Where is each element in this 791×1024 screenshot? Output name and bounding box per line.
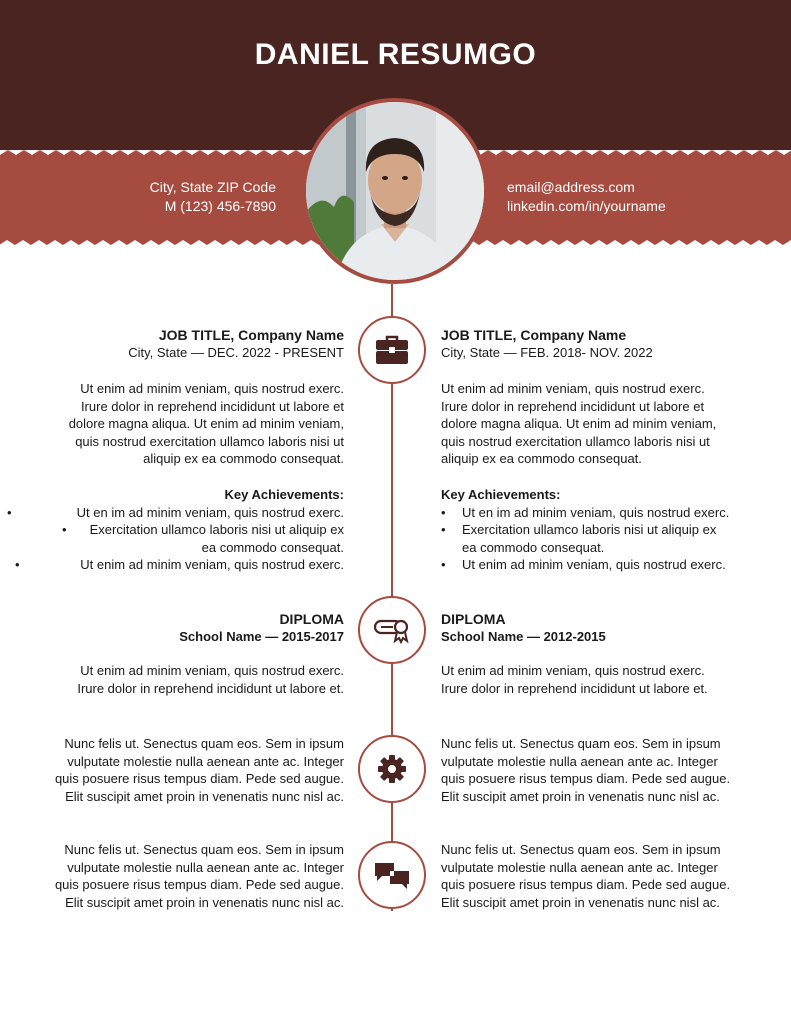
school-subtitle: School Name — 2015-2017 — [179, 629, 344, 644]
job-title: JOB TITLE, Company Name — [158, 327, 344, 343]
communication-right — [441, 841, 741, 911]
description-line: Irure dolor in reprehend incididunt ut labore et. — [77, 680, 344, 696]
bullet: • — [7, 504, 12, 520]
education-description — [441, 662, 741, 697]
description-line: quis nostrud exercitation ullamco laboris nisi ut — [441, 433, 710, 449]
paragraph-line: quis posuere risus tempus diam. Pede sed augue. — [441, 771, 731, 787]
school-subtitle: School Name — 2012-2015 — [441, 629, 606, 644]
timeline-node-experience — [358, 316, 426, 384]
experience-right — [441, 326, 741, 574]
candidate-name: DANIEL RESUMGO — [254, 38, 537, 71]
achievement-text: Exercitation ullamco laboris nisi ut aliquip ex ea commodo consequat. — [89, 522, 344, 555]
linkedin-link[interactable]: linkedin.com/in/yourname — [507, 198, 666, 214]
paragraph-line: Elit suscipit amet proin in venenatis nunc nisl ac. — [441, 788, 720, 804]
achievements-title: Key Achievements: — [441, 486, 561, 502]
degree-title: DIPLOMA — [279, 611, 344, 627]
paragraph-line: Nunc felis ut. Senectus quam eos. Sem in ipsum — [64, 842, 344, 857]
description-line: Ut enim ad minim veniam, quis nostrud exerc. — [441, 381, 705, 396]
job-subtitle: City, State — DEC. 2022 - PRESENT — [128, 345, 344, 360]
description-line: Ut enim ad minim veniam, quis nostrud exerc. — [441, 663, 705, 678]
timeline-node-communication — [358, 841, 426, 909]
paragraph-line: quis posuere risus tempus diam. Pede sed augue. — [54, 877, 344, 893]
bullet: • — [15, 557, 20, 573]
paragraph-line: vulputate molestie nulla aenean ante ac. Integer — [67, 753, 344, 769]
job-title: JOB TITLE, Company Name — [441, 327, 627, 343]
education-description — [44, 662, 344, 697]
achievement-item — [15, 556, 344, 574]
education-left — [44, 610, 344, 697]
paragraph-line: quis posuere risus tempus diam. Pede sed augue. — [54, 771, 344, 787]
description-line: dolore magna aliqua. Ut enim ad minim veniam, — [68, 416, 344, 432]
profile-photo-illustration — [306, 102, 484, 280]
description-line: Ut enim ad minim veniam, quis nostrud exerc. — [80, 381, 344, 396]
paragraph-line: vulputate molestie nulla aenean ante ac. Integer — [67, 859, 344, 875]
contact-right — [507, 178, 666, 216]
achievement-item — [44, 521, 344, 556]
job-description — [441, 380, 741, 468]
paragraph-line: vulputate molestie nulla aenean ante ac. Integer — [441, 859, 718, 875]
gear-icon — [377, 754, 407, 784]
degree-title: DIPLOMA — [441, 611, 506, 627]
description-line: Ut enim ad minim veniam, quis nostrud exerc. — [80, 663, 344, 678]
chat-bubbles-icon — [374, 861, 410, 889]
paragraph-line: quis posuere risus tempus diam. Pede sed augue. — [441, 877, 731, 893]
skills-right — [441, 735, 741, 805]
achievement-item — [7, 504, 344, 522]
description-line: Irure dolor in reprehend incididunt ut labore et — [441, 398, 705, 414]
paragraph-line: Nunc felis ut. Senectus quam eos. Sem in ipsum — [441, 736, 721, 751]
description-line: Irure dolor in reprehend incididunt ut labore et — [80, 398, 344, 414]
job-subtitle: City, State — FEB. 2018- NOV. 2022 — [441, 345, 653, 360]
description-line: aliquip ex ea commodo consequat. — [143, 451, 344, 467]
achievement-item: • Ut enim ad minim veniam, quis nostrud exerc. — [441, 556, 741, 574]
diploma-icon — [373, 615, 411, 645]
paragraph-line: Nunc felis ut. Senectus quam eos. Sem in ipsum — [64, 736, 344, 751]
contact-left — [150, 178, 276, 216]
achievement-item: • Exercitation ullamco laboris nisi ut aliquip ex ea commodo consequat. — [441, 521, 726, 556]
email-link[interactable]: email@address.com — [507, 179, 635, 195]
achievements-list — [7, 504, 344, 574]
paragraph-line: Elit suscipit amet proin in venenatis nunc nisl ac. — [441, 894, 720, 910]
phone-line: M (123) 456-7890 — [164, 198, 276, 214]
paragraph-line: vulputate molestie nulla aenean ante ac. Integer — [441, 753, 718, 769]
achievements-title: Key Achievements: — [224, 486, 344, 502]
briefcase-icon — [375, 335, 409, 365]
job-description — [44, 380, 344, 468]
paragraph-line: Nunc felis ut. Senectus quam eos. Sem in ipsum — [441, 842, 721, 857]
address-line: City, State ZIP Code — [149, 179, 276, 195]
experience-left — [7, 326, 344, 574]
paragraph-line: Elit suscipit amet proin in venenatis nunc nisl ac. — [65, 788, 344, 804]
achievement-item: • Ut en im ad minim veniam, quis nostrud exerc. — [441, 504, 741, 522]
timeline-node-education — [358, 596, 426, 664]
paragraph-line: Elit suscipit amet proin in venenatis nunc nisl ac. — [65, 894, 344, 910]
communication-left — [44, 841, 344, 911]
description-line: aliquip ex ea commodo consequat. — [441, 451, 642, 467]
timeline-node-skills — [358, 735, 426, 803]
description-line: dolore magna aliqua. Ut enim ad minim veniam, — [441, 416, 717, 432]
achievement-text: Ut en im ad minim veniam, quis nostrud exerc. — [76, 504, 344, 520]
education-right — [441, 610, 741, 697]
skills-left — [44, 735, 344, 805]
achievement-text: Ut enim ad minim veniam, quis nostrud exerc. — [80, 557, 344, 573]
description-line: Irure dolor in reprehend incididunt ut labore et. — [441, 680, 708, 696]
bullet: • — [62, 522, 67, 538]
achievements-list — [441, 504, 741, 574]
profile-photo — [302, 98, 488, 284]
description-line: quis nostrud exercitation ullamco laboris nisi ut — [75, 433, 344, 449]
